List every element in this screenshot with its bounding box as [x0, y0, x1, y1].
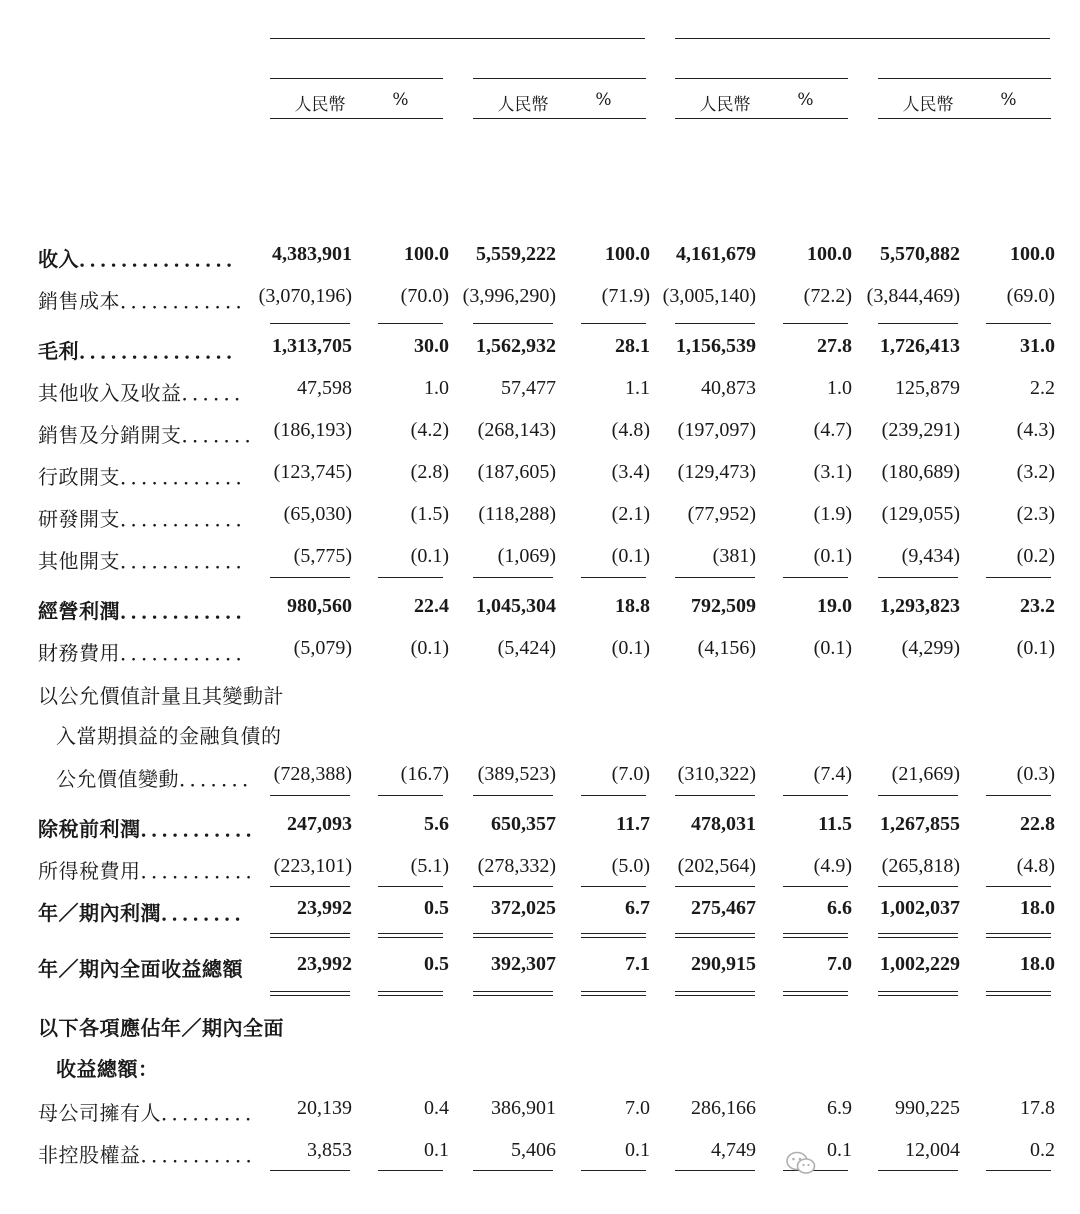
cell-percent: (4.3) [1016, 419, 1055, 441]
cell-amount: 1,726,413 [880, 335, 960, 357]
wechat-icon [786, 1150, 816, 1176]
cell-amount: (3,844,469) [866, 285, 960, 307]
cell-amount: 286,166 [691, 1097, 756, 1119]
cell-amount: 1,156,539 [676, 335, 756, 357]
unit-pct: % [797, 90, 814, 110]
cell-amount: 12,004 [905, 1139, 960, 1161]
single-rule [473, 577, 553, 578]
cell-amount: 275,467 [691, 897, 756, 919]
cell-amount: 4,749 [711, 1139, 756, 1161]
year-rule [270, 78, 443, 79]
cell-percent: 0.5 [424, 953, 449, 975]
cell-amount: 3,853 [307, 1139, 352, 1161]
cell-amount: 1,002,229 [880, 953, 960, 975]
cell-percent: 6.6 [827, 897, 852, 919]
single-rule [378, 1170, 443, 1171]
cell-percent: 11.5 [818, 813, 852, 835]
cell-amount: (5,079) [293, 637, 352, 659]
double-rule [878, 991, 958, 996]
unit-rule [358, 118, 443, 119]
single-rule [473, 886, 553, 887]
row-label: 年／期內利潤．．．．．．．． [38, 901, 255, 925]
unit-rule [561, 118, 646, 119]
cell-amount: 650,357 [491, 813, 556, 835]
single-rule [878, 323, 958, 324]
row-label-line: 公允價值變動．．．．．．． [56, 767, 263, 791]
cell-amount: (3,005,140) [662, 285, 756, 307]
single-rule [270, 886, 350, 887]
row-label: 收入．．．．．．．．．．．．．．． [38, 247, 247, 271]
cell-percent: (0.1) [813, 637, 852, 659]
row-label: 財務費用．．．．．．．．．．．． [38, 641, 256, 665]
cell-amount: (1,069) [497, 545, 556, 567]
single-rule [878, 795, 958, 796]
double-rule [270, 991, 350, 996]
single-rule [675, 795, 755, 796]
single-rule [581, 795, 646, 796]
cell-amount: (268,143) [477, 419, 556, 441]
single-rule [986, 886, 1051, 887]
row-label-line: 以下各項應佔年／期內全面 [38, 1016, 284, 1040]
single-rule [878, 1170, 958, 1171]
watermark [786, 1150, 824, 1176]
header-rule [270, 38, 645, 39]
double-rule [675, 991, 755, 996]
cell-percent: 0.1 [827, 1139, 852, 1161]
cell-percent: (3.1) [813, 461, 852, 483]
cell-amount: 23,992 [297, 953, 352, 975]
cell-percent: (0.1) [611, 637, 650, 659]
row-label: 行政開支．．．．．．．．．．．． [38, 465, 256, 489]
cell-percent: (0.1) [410, 545, 449, 567]
year-rule [878, 78, 1051, 79]
row-label: 銷售成本．．．．．．．．．．．． [38, 289, 256, 313]
single-rule [378, 795, 443, 796]
cell-amount: 980,560 [287, 595, 352, 617]
cell-amount: (202,564) [677, 855, 756, 877]
single-rule [270, 577, 350, 578]
cell-percent: 30.0 [414, 335, 449, 357]
single-rule [986, 323, 1051, 324]
cell-percent: 1.0 [424, 377, 449, 399]
unit-rmb: 人民幣 [699, 95, 751, 115]
cell-percent: (7.4) [813, 763, 852, 785]
cell-amount: 5,559,222 [476, 243, 556, 265]
cell-percent: (4.9) [813, 855, 852, 877]
double-rule [473, 991, 553, 996]
row-label: 經營利潤．．．．．．．．．．．． [38, 599, 256, 623]
row-label: 除稅前利潤．．．．．．．．．．． [38, 817, 266, 841]
cell-percent: (5.1) [410, 855, 449, 877]
cell-percent: 31.0 [1020, 335, 1055, 357]
cell-percent: 5.6 [424, 813, 449, 835]
cell-percent: 6.9 [827, 1097, 852, 1119]
cell-amount: (5,775) [293, 545, 352, 567]
cell-percent: (7.0) [611, 763, 650, 785]
cell-amount: (129,473) [677, 461, 756, 483]
cell-amount: 57,477 [501, 377, 556, 399]
cell-amount: (187,605) [477, 461, 556, 483]
row-label: 其他開支．．．．．．．．．．．． [38, 549, 256, 573]
cell-amount: (186,193) [273, 419, 352, 441]
double-rule [783, 991, 848, 996]
unit-rmb: 人民幣 [294, 95, 346, 115]
single-rule [473, 795, 553, 796]
double-rule [581, 933, 646, 938]
cell-percent: 0.4 [424, 1097, 449, 1119]
cell-percent: 0.1 [625, 1139, 650, 1161]
cell-percent: 0.5 [424, 897, 449, 919]
single-rule [878, 577, 958, 578]
row-label: 其他收入及收益．．．．．． [38, 381, 255, 405]
cell-amount: (728,388) [273, 763, 352, 785]
cell-percent: 2.2 [1030, 377, 1055, 399]
single-rule [378, 323, 443, 324]
cell-percent: 22.4 [414, 595, 449, 617]
single-rule [270, 323, 350, 324]
cell-amount: 4,383,901 [272, 243, 352, 265]
cell-percent: 6.7 [625, 897, 650, 919]
cell-amount: 478,031 [691, 813, 756, 835]
cell-percent: (0.1) [813, 545, 852, 567]
cell-percent: (1.9) [813, 503, 852, 525]
cell-percent: (71.9) [601, 285, 650, 307]
cell-amount: (310,322) [677, 763, 756, 785]
row-label: 非控股權益．．．．．．．．．．． [38, 1143, 266, 1167]
cell-percent: (70.0) [400, 285, 449, 307]
double-rule [378, 933, 443, 938]
single-rule [270, 795, 350, 796]
cell-percent: 7.0 [625, 1097, 650, 1119]
row-label: 年／期內全面收益總額 [38, 957, 243, 981]
cell-amount: 1,002,037 [880, 897, 960, 919]
year-rule [675, 78, 848, 79]
unit-rule [675, 118, 775, 119]
double-rule [581, 991, 646, 996]
cell-amount: (65,030) [283, 503, 352, 525]
cell-amount: (239,291) [881, 419, 960, 441]
cell-percent: 23.2 [1020, 595, 1055, 617]
cell-percent: (3.2) [1016, 461, 1055, 483]
cell-percent: 0.2 [1030, 1139, 1055, 1161]
unit-rmb: 人民幣 [497, 95, 549, 115]
cell-amount: 1,293,823 [880, 595, 960, 617]
row-label-line: 收益總額： [56, 1057, 159, 1081]
cell-amount: 47,598 [297, 377, 352, 399]
row-label: 銷售及分銷開支．．．．．．． [38, 423, 265, 447]
cell-percent: 27.8 [817, 335, 852, 357]
single-rule [581, 323, 646, 324]
single-rule [473, 1170, 553, 1171]
cell-amount: 40,873 [701, 377, 756, 399]
unit-pct: % [595, 90, 612, 110]
row-label: 母公司擁有人．．．．．．．．． [38, 1101, 266, 1125]
cell-amount: (278,332) [477, 855, 556, 877]
cell-percent: 22.8 [1020, 813, 1055, 835]
cell-amount: (180,689) [881, 461, 960, 483]
row-label: 所得稅費用．．．．．．．．．．． [38, 859, 266, 883]
cell-percent: (0.1) [1016, 637, 1055, 659]
double-rule [675, 933, 755, 938]
cell-amount: (77,952) [687, 503, 756, 525]
cell-amount: 990,225 [895, 1097, 960, 1119]
cell-percent: 1.0 [827, 377, 852, 399]
cell-amount: (118,288) [478, 503, 556, 525]
cell-percent: 0.1 [424, 1139, 449, 1161]
unit-rule [966, 118, 1051, 119]
cell-amount: (123,745) [273, 461, 352, 483]
single-rule [378, 577, 443, 578]
row-label-line: 入當期損益的金融負債的 [56, 724, 282, 748]
cell-percent: 19.0 [817, 595, 852, 617]
cell-amount: 5,406 [511, 1139, 556, 1161]
row-label: 研發開支．．．．．．．．．．．． [38, 507, 256, 531]
single-rule [986, 577, 1051, 578]
cell-percent: 100.0 [404, 243, 449, 265]
cell-percent: (0.3) [1016, 763, 1055, 785]
cell-percent: (4.7) [813, 419, 852, 441]
cell-amount: (265,818) [881, 855, 960, 877]
cell-amount: (381) [712, 545, 756, 567]
cell-percent: 7.0 [827, 953, 852, 975]
cell-percent: (0.2) [1016, 545, 1055, 567]
row-label: 毛利．．．．．．．．．．．．．．． [38, 339, 247, 363]
double-rule [986, 991, 1051, 996]
unit-rule [878, 118, 978, 119]
cell-percent: 1.1 [625, 377, 650, 399]
cell-percent: (0.1) [611, 545, 650, 567]
cell-percent: (4.2) [410, 419, 449, 441]
cell-amount: 1,313,705 [272, 335, 352, 357]
cell-amount: 20,139 [297, 1097, 352, 1119]
cell-percent: (69.0) [1006, 285, 1055, 307]
cell-amount: (197,097) [677, 419, 756, 441]
unit-pct: % [1000, 90, 1017, 110]
cell-percent: 18.8 [615, 595, 650, 617]
cell-amount: 792,509 [691, 595, 756, 617]
cell-amount: (9,434) [901, 545, 960, 567]
single-rule [675, 323, 755, 324]
cell-percent: (5.0) [611, 855, 650, 877]
cell-amount: 392,307 [491, 953, 556, 975]
cell-amount: 1,562,932 [476, 335, 556, 357]
cell-amount: 1,267,855 [880, 813, 960, 835]
cell-percent: (2.8) [410, 461, 449, 483]
cell-percent: (4.8) [611, 419, 650, 441]
cell-amount: (5,424) [497, 637, 556, 659]
cell-amount: 247,093 [287, 813, 352, 835]
year-rule [473, 78, 646, 79]
unit-rule [763, 118, 848, 119]
cell-percent: 28.1 [615, 335, 650, 357]
cell-percent: 100.0 [807, 243, 852, 265]
cell-amount: 1,045,304 [476, 595, 556, 617]
single-rule [986, 795, 1051, 796]
cell-percent: (72.2) [803, 285, 852, 307]
cell-amount: (4,299) [901, 637, 960, 659]
single-rule [783, 795, 848, 796]
single-rule [675, 1170, 755, 1171]
unit-pct: % [392, 90, 409, 110]
cell-amount: (4,156) [697, 637, 756, 659]
cell-percent: (0.1) [410, 637, 449, 659]
cell-percent: 18.0 [1020, 897, 1055, 919]
single-rule [378, 886, 443, 887]
single-rule [270, 1170, 350, 1171]
single-rule [473, 323, 553, 324]
cell-percent: 100.0 [605, 243, 650, 265]
cell-amount: (21,669) [891, 763, 960, 785]
cell-percent: (2.3) [1016, 503, 1055, 525]
unit-rule [473, 118, 573, 119]
single-rule [675, 886, 755, 887]
single-rule [783, 577, 848, 578]
cell-percent: (4.8) [1016, 855, 1055, 877]
cell-amount: (3,070,196) [258, 285, 352, 307]
single-rule [878, 886, 958, 887]
cell-percent: 11.7 [616, 813, 650, 835]
cell-amount: 4,161,679 [676, 243, 756, 265]
single-rule [783, 886, 848, 887]
double-rule [378, 991, 443, 996]
double-rule [270, 933, 350, 938]
cell-amount: 386,901 [491, 1097, 556, 1119]
double-rule [473, 933, 553, 938]
cell-amount: 290,915 [691, 953, 756, 975]
single-rule [581, 1170, 646, 1171]
cell-percent: 7.1 [625, 953, 650, 975]
cell-percent: 17.8 [1020, 1097, 1055, 1119]
cell-amount: 5,570,882 [880, 243, 960, 265]
cell-amount: 125,879 [895, 377, 960, 399]
cell-amount: (129,055) [881, 503, 960, 525]
cell-amount: 23,992 [297, 897, 352, 919]
single-rule [986, 1170, 1051, 1171]
double-rule [986, 933, 1051, 938]
unit-rule [270, 118, 370, 119]
single-rule [581, 886, 646, 887]
row-label-line: 以公允價值計量且其變動計 [38, 684, 284, 708]
header-rule [675, 38, 1050, 39]
double-rule [783, 933, 848, 938]
single-rule [675, 577, 755, 578]
cell-percent: 18.0 [1020, 953, 1055, 975]
single-rule [581, 577, 646, 578]
cell-percent: (1.5) [410, 503, 449, 525]
cell-amount: (223,101) [273, 855, 352, 877]
cell-percent: (2.1) [611, 503, 650, 525]
cell-percent: (16.7) [400, 763, 449, 785]
unit-rmb: 人民幣 [902, 95, 954, 115]
cell-amount: 372,025 [491, 897, 556, 919]
cell-amount: (3,996,290) [462, 285, 556, 307]
double-rule [878, 933, 958, 938]
cell-amount: (389,523) [477, 763, 556, 785]
cell-percent: 100.0 [1010, 243, 1055, 265]
single-rule [783, 323, 848, 324]
cell-percent: (3.4) [611, 461, 650, 483]
